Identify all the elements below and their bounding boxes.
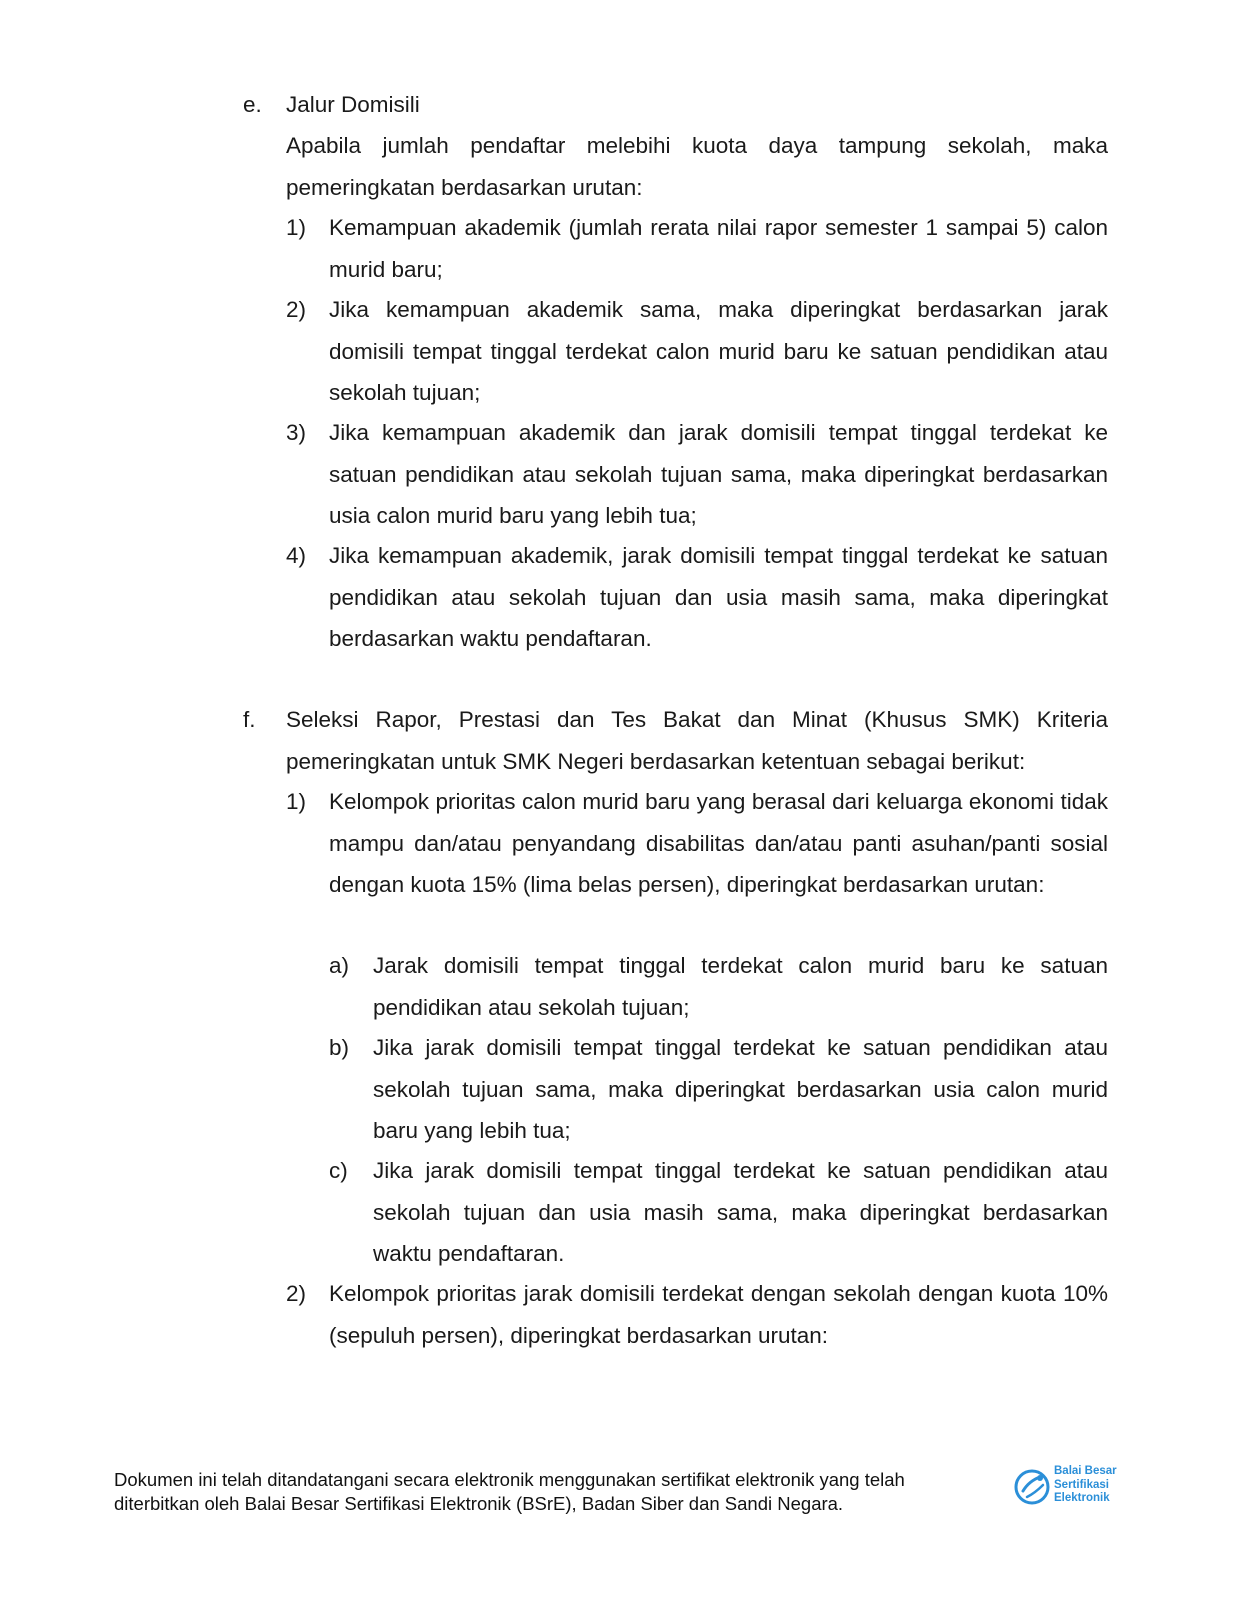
list-item-text: Kelompok prioritas calon murid baru yang berasal dari keluarga ekonomi tidak mampu dan/atau penyandang disabilitas dan/atau panti asuhan/panti sosial dengan kuota 15% (lima belas persen), diperingkat berdasarkan urutan:	[329, 789, 1108, 897]
list-item-text: Jika kemampuan akademik sama, maka diperingkat berdasarkan jarak domisili tempat tinggal terdekat calon murid baru ke satuan pendidikan atau sekolah tujuan;	[329, 297, 1108, 405]
list-item-text: Kelompok prioritas jarak domisili terdekat dengan sekolah dengan kuota 10% (sepuluh persen), diperingkat berdasarkan urutan:	[329, 1281, 1108, 1348]
list-item-text: Jika kemampuan akademik dan jarak domisili tempat tinggal terdekat ke satuan pendidikan atau sekolah tujuan sama, maka diperingkat berdasarkan usia calon murid baru yang lebih tua;	[329, 420, 1108, 528]
list-marker: e.	[243, 92, 262, 117]
list-marker: 4)	[286, 543, 307, 568]
section-title: Jalur Domisili	[286, 92, 420, 117]
paragraph-intro: Apabila jumlah pendaftar melebihi kuota daya tampung sekolah, maka pemeringkatan berdasarkan urutan:	[286, 133, 1108, 200]
globe-icon	[1013, 1467, 1051, 1507]
list-item-text: Jika kemampuan akademik, jarak domisili tempat tinggal terdekat ke satuan pendidikan atau sekolah tujuan dan usia masih sama, maka diperingkat berdasarkan waktu pendaftaran.	[329, 543, 1108, 651]
list-marker: 2)	[286, 1281, 307, 1306]
list-marker: a)	[329, 953, 350, 978]
list-marker: 1)	[286, 789, 307, 814]
list-marker: b)	[329, 1035, 350, 1060]
list-marker: 2)	[286, 297, 307, 322]
bsre-logo	[1013, 1465, 1128, 1509]
list-marker: f.	[243, 707, 256, 732]
list-marker: 1)	[286, 215, 307, 240]
list-item-text: Jika jarak domisili tempat tinggal terdekat ke satuan pendidikan atau sekolah tujuan sama, maka diperingkat berdasarkan usia calon murid baru yang lebih tua;	[373, 1035, 1108, 1143]
logo-text: Balai Besar Sertifikasi Elektronik	[1054, 1465, 1117, 1504]
list-item-text: Jarak domisili tempat tinggal terdekat calon murid baru ke satuan pendidikan atau sekolah tujuan;	[373, 953, 1108, 1020]
list-item-text: Seleksi Rapor, Prestasi dan Tes Bakat dan Minat (Khusus SMK) Kriteria pemeringkatan untuk SMK Negeri berdasarkan ketentuan sebagai berikut:	[286, 707, 1108, 774]
list-item-text: Kemampuan akademik (jumlah rerata nilai rapor semester 1 sampai 5) calon murid baru;	[329, 215, 1108, 282]
list-marker: c)	[329, 1158, 348, 1183]
list-item-text: Jika jarak domisili tempat tinggal terdekat ke satuan pendidikan atau sekolah tujuan dan usia masih sama, maka diperingkat berdasarkan waktu pendaftaran.	[373, 1158, 1108, 1266]
footer-signature-note: Dokumen ini telah ditandatangani secara elektronik menggunakan sertifikat elektronik yang telah diterbitkan oleh Balai Besar Sertifikasi Elektronik (BSrE), Badan Siber dan Sandi Negara.	[114, 1469, 905, 1514]
list-marker: 3)	[286, 420, 307, 445]
